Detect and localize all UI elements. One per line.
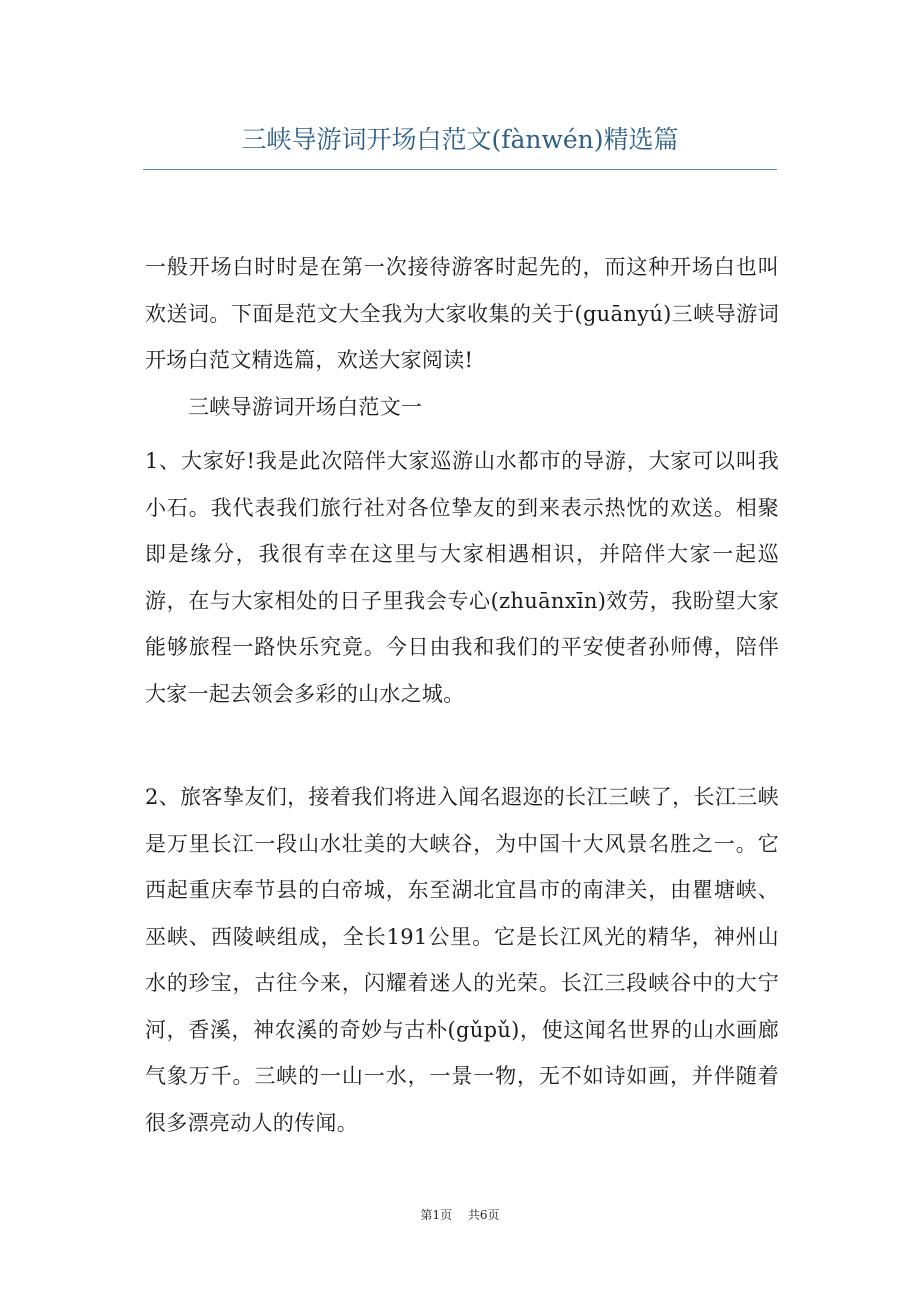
paragraph-1: 1、大家好!我是此次陪伴大家巡游山水都市的导游，大家可以叫我小石。我代表我们旅行社对各位挚友的到来表示热忱的欢送。相聚即是缘分，我很有幸在这里与大家相遇相识，并陪伴大家一起巡游，在与大家相处的日子里我会专心(zhuānxīn)效劳，我盼望大家能够旅程一路快乐究竟。今日由我和我们的平安使者孙师傅，陪伴大家一起去领会多彩的山水之城。 — [145, 449, 779, 706]
document-title: 三峡导游词开场白范文(fànwén)精选篇 — [241, 125, 679, 154]
page-footer — [0, 1206, 920, 1223]
intro-paragraph: 一般开场白时时是在第一次接待游客时起先的，而这种开场白也叫欢送词。下面是范文大全我为大家收集的关于(guānyú)三峡导游词开场白范文精选篇，欢送大家阅读! — [145, 255, 779, 372]
section-heading: 三峡导游词开场白范文一 — [188, 395, 423, 419]
page-number-current: 第1页 — [420, 1208, 453, 1222]
page-number-total: 共6页 — [467, 1208, 500, 1222]
paragraph-2: 2、旅客挚友们，接着我们将进入闻名遐迩的长江三峡了，长江三峡是万里长江一段山水壮美的大峡谷，为中国十大风景名胜之一。它西起重庆奉节县的白帝城，东至湖北宜昌市的南津关，由瞿塘峡、巫峡、西陵峡组成，全长191公里。它是长江风光的精华，神州山水的珍宝，古往今来，闪耀着迷人的光荣。长江三段峡谷中的大宁河，香溪，神农溪的奇妙与古朴(gǔpǔ)，使这闻名世界的山水画廊气象万千。三峡的一山一水，一景一物，无不如诗如画，并伴随着很多漂亮动人的传闻。 — [145, 785, 779, 1135]
title-underline — [143, 169, 777, 170]
